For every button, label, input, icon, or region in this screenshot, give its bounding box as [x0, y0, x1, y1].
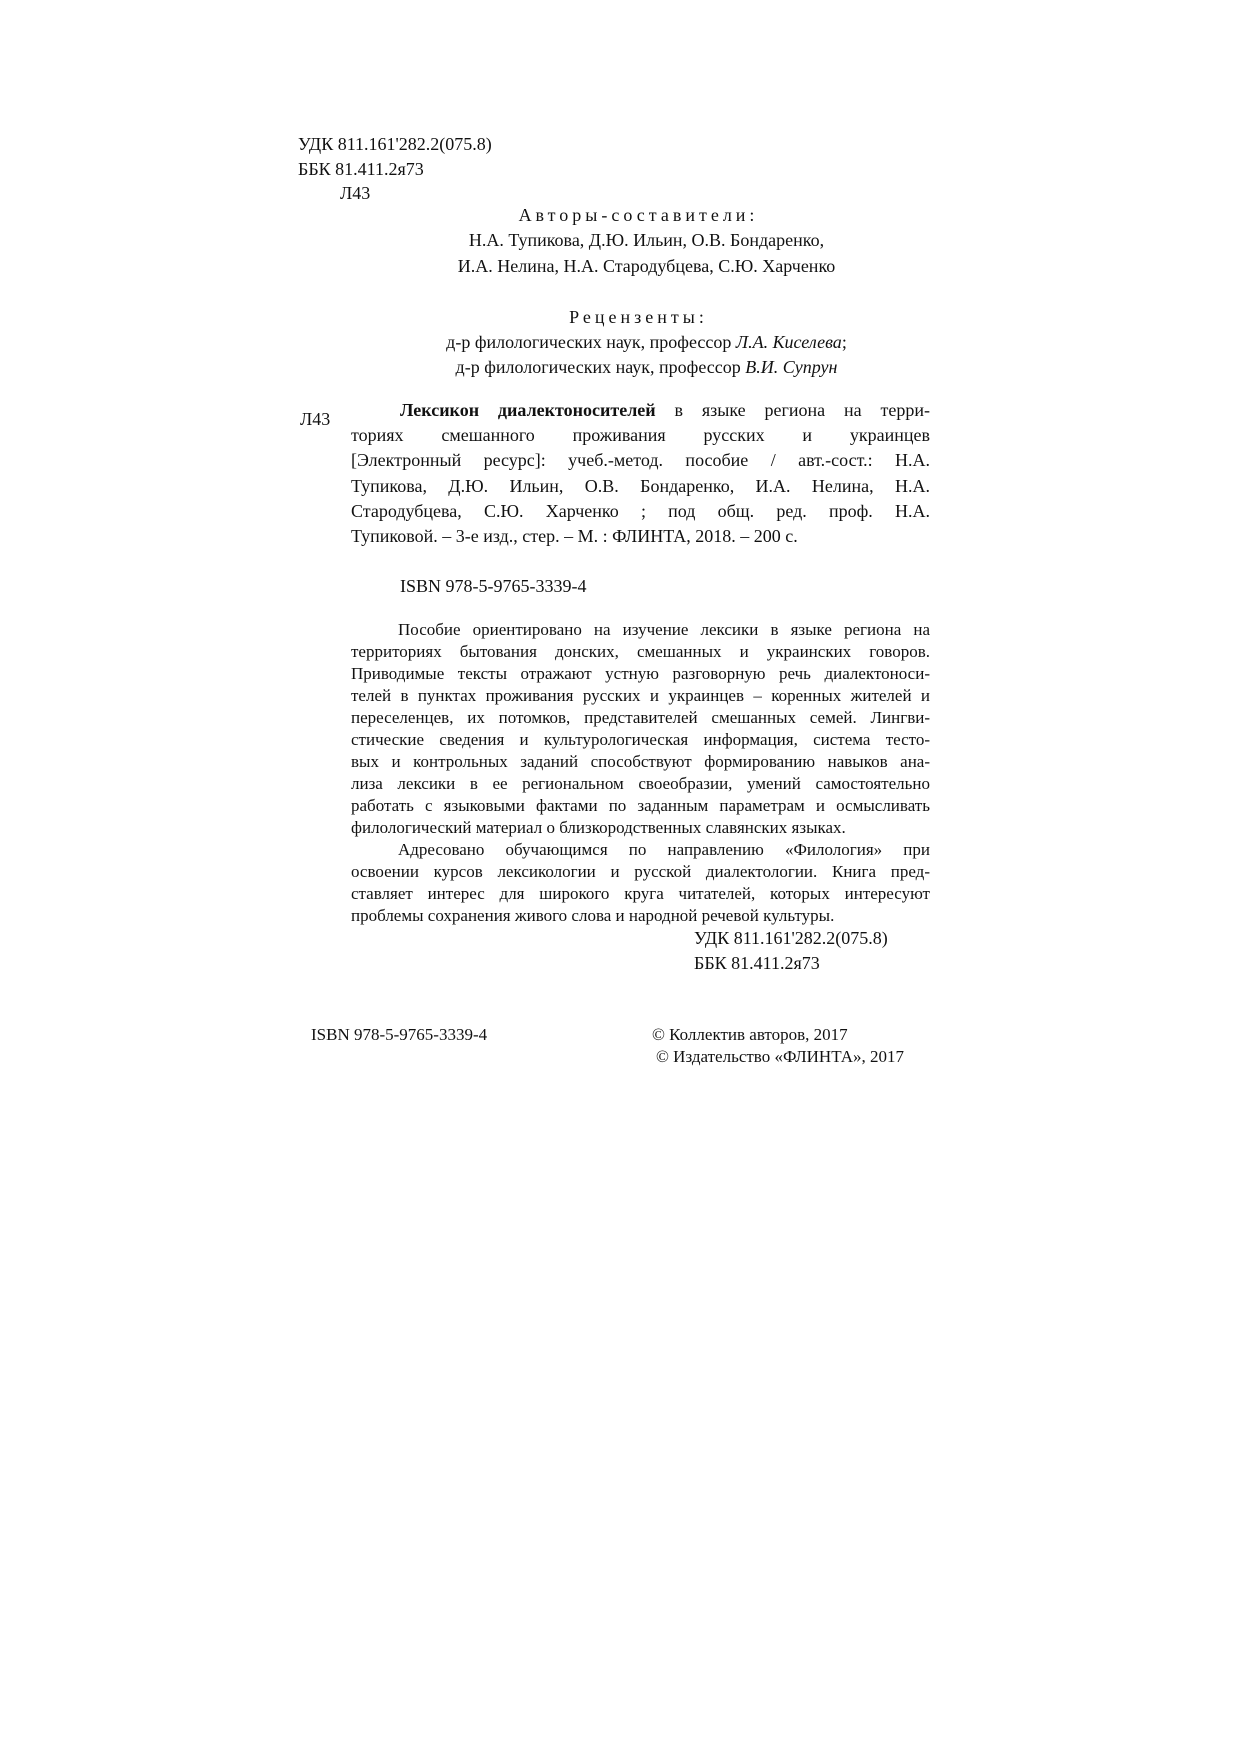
biblio-line-3: [Электронный ресурс]: учеб.-метод. пособие / авт.-сост.: Н.А. [351, 450, 930, 470]
biblio-line-1 [400, 400, 930, 421]
biblio-isbn: ISBN 978-5-9765-3339-4 [400, 576, 587, 596]
annotation-line-6: стические сведения и культурологическая информация, система тесто- [351, 730, 930, 749]
author-mark-header: Л43 [340, 183, 371, 203]
annotation-line-2: территориях бытования донских, смешанных и украинских говоров. [351, 642, 930, 661]
reviewer-1-prefix: д-р филологических наук, профессор [446, 332, 736, 352]
copyright-authors: © Коллектив авторов, 2017 [652, 1025, 848, 1044]
annotation-line-1: Пособие ориентировано на изучение лексики в языке региона на [398, 620, 930, 639]
copyright-publisher: © Издательство «ФЛИНТА», 2017 [656, 1047, 905, 1066]
udk-annotation: УДК 811.161'282.2(075.8) [694, 928, 888, 948]
annotation-line-14: проблемы сохранения живого слова и народной речевой культуры. [351, 906, 835, 925]
biblio-line-4: Тупикова, Д.Ю. Ильин, О.В. Бондаренко, И.А. Нелина, Н.А. [351, 476, 930, 496]
annotation-line-9: работать с языковыми фактами по заданным параметрам и осмысливать [351, 796, 930, 815]
annotation-line-13: ставляет интерес для широкого круга читателей, которых интересуют [351, 884, 930, 903]
biblio-line-1-rest: в языке региона на терри- [655, 400, 930, 420]
authors-line-1: Н.А. Тупикова, Д.Ю. Ильин, О.В. Бондаренко, [468, 230, 825, 250]
biblio-author-mark: Л43 [300, 409, 331, 429]
annotation-line-10: филологический материал о близкородственных славянских языках. [351, 818, 846, 837]
reviewer-1-name: Л.А. Киселева [735, 332, 842, 352]
annotation-line-7: вых и контрольных заданий способствуют формированию навыков ана- [351, 752, 930, 771]
biblio-line-6: Тупиковой. – 3-е изд., стер. – М. : ФЛИНТА, 2018. – 200 с. [351, 526, 798, 546]
authors-line-2: И.А. Нелина, Н.А. Стародубцева, С.Ю. Харченко [457, 256, 836, 276]
reviewer-2-name: В.И. Супрун [745, 357, 838, 377]
reviewer-2-prefix: д-р филологических наук, профессор [455, 357, 746, 377]
book-title: Лексикон диалектоносителей [400, 400, 656, 420]
biblio-line-2: ториях смешанного проживания русских и украинцев [351, 425, 930, 445]
reviewers-heading: Рецензенты: [569, 307, 708, 327]
footer-isbn: ISBN 978-5-9765-3339-4 [311, 1025, 488, 1044]
bbk-annotation: ББК 81.411.2я73 [694, 953, 820, 973]
authors-heading: Авторы-составители: [518, 205, 759, 225]
annotation-line-11: Адресовано обучающимся по направлению «Филология» при [398, 840, 930, 859]
annotation-line-3: Приводимые тексты отражают устную разговорную речь диалектоноси- [351, 664, 930, 683]
annotation-line-8: лиза лексики в ее региональном своеобразии, умений самостоятельно [351, 774, 930, 793]
annotation-line-4: телей в пунктах проживания русских и украинцев – коренных жителей и [351, 686, 930, 705]
reviewer-2 [0, 357, 1241, 378]
udk-header: УДК 811.161'282.2(075.8) [298, 134, 492, 154]
reviewer-1 [0, 332, 1241, 353]
bbk-header: ББК 81.411.2я73 [298, 159, 424, 179]
reviewer-1-suffix: ; [841, 332, 847, 352]
biblio-line-5: Стародубцева, С.Ю. Харченко ; под общ. ред. проф. Н.А. [351, 501, 930, 521]
annotation-line-12: освоении курсов лексикологии и русской диалектологии. Книга пред- [351, 862, 930, 881]
annotation-line-5: переселенцев, их потомков, представителей смешанных семей. Лингви- [351, 708, 930, 727]
